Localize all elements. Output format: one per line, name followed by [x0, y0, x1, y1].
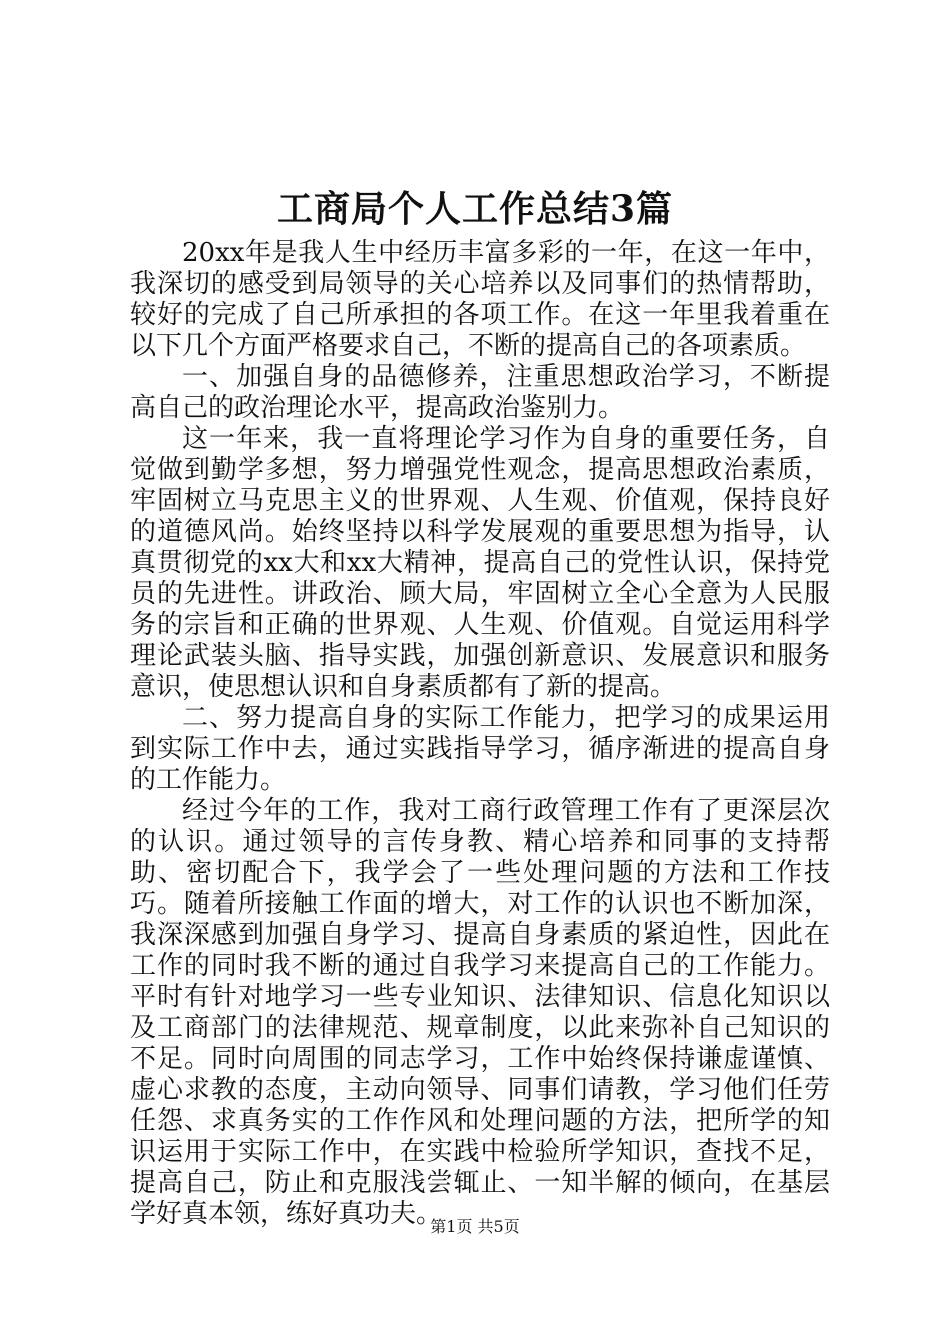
paragraph-study: 这一年来，我一直将理论学习作为自身的重要任务，自觉做到勤学多想，努力增强党性观念，提高思想政治素质，牢固树立马克思主义的世界观、人生观、价值观，保持良好的道德风尚。始终坚持以科学发展观的重要思想为指导，认真贯彻党的xx大和xx大精神，提高自己的党性认识，保持党员的先进性。讲政治、顾大局，牢固树立全心全意为人民服务的宗旨和正确的世界观、人生观、价值观。自觉运用科学理论武装头脑、指导实践，加强创新意识、发展意识和服务意识，使思想认识和自身素质都有了新的提高。 — [130, 424, 830, 702]
page-number-footer: 第1页 共5页 — [430, 1217, 520, 1236]
document-body — [130, 238, 830, 1230]
paragraph-heading-two: 二、努力提高自身的实际工作能力，把学习的成果运用到实际工作中去，通过实践指导学习，循序渐进的提高自身的工作能力。 — [130, 703, 830, 795]
document-title: 工商局个人工作总结3篇 — [276, 188, 674, 230]
paragraph-heading-one: 一、加强自身的品德修养，注重思想政治学习，不断提高自己的政治理论水平，提高政治鉴别力。 — [130, 362, 830, 423]
paragraph-intro: 20xx年是我人生中经历丰富多彩的一年，在这一年中，我深切的感受到局领导的关心培养以及同事们的热情帮助，较好的完成了自己所承担的各项工作。在这一年里我着重在以下几个方面严格要求自己，不断的提高自己的各项素质。 — [130, 238, 830, 361]
paragraph-work: 经过今年的工作，我对工商行政管理工作有了更深层次的认识。通过领导的言传身教、精心培养和同事的支持帮助、密切配合下，我学会了一些处理问题的方法和工作技巧。随着所接触工作面的增大，对工作的认识也不断加深，我深深感到加强自身学习、提高自身素质的紧迫性，因此在工作的同时我不断的通过自我学习来提高自己的工作能力。平时有针对地学习一些专业知识、法律知识、信息化知识以及工商部门的法律规范、规章制度，以此来弥补自己知识的不足。同时向周围的同志学习，工作中始终保持谦虚谨慎、虚心求教的态度，主动向领导、同事们请教，学习他们任劳任怨、求真务实的工作作风和处理问题的方法，把所学的知识运用于实际工作中，在实践中检验所学知识，查找不足，提高自己，防止和克服浅尝辄止、一知半解的倾向，在基层学好真本领，练好真功夫。 — [130, 796, 830, 1229]
